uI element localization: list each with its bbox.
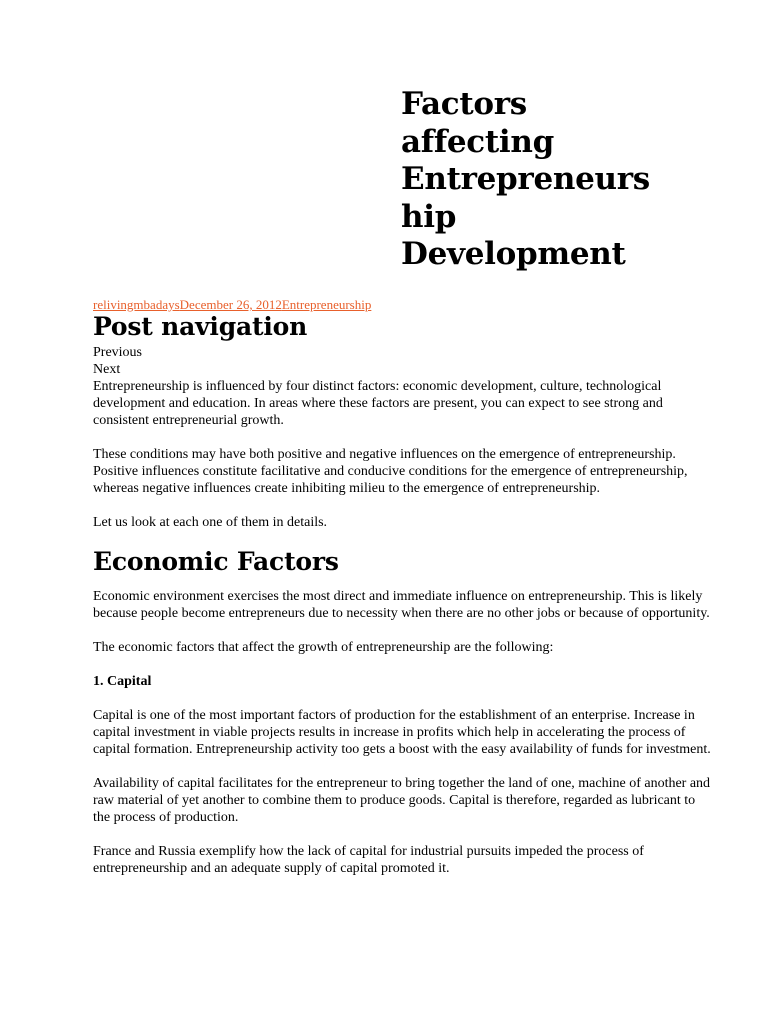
intro-paragraph: These conditions may have both positive and negative influences on the emergence of entrepreneurship. Positive influences constitute facilitative and conducive conditions for the emergence of entrepreneurship, whereas negative influences create inhibiting milieu to the emergence of entrepreneurship. — [93, 447, 688, 496]
title-line: Entrepreneurs — [401, 161, 650, 197]
economic-paragraph: Economic environment exercises the most direct and immediate influence on entrepreneurship. This is likely because people become entrepreneurs due to necessity when there are no other jobs or because of opportunity. — [93, 589, 710, 621]
title-line: Development — [401, 236, 626, 272]
intro-paragraph: Entrepreneurship is influenced by four distinct factors: economic development, culture, technological development and education. In areas where these factors are present, you can expect to see strong and consistent entrepreneurial growth. — [93, 379, 663, 428]
article-content — [93, 310, 713, 877]
previous-link[interactable]: Previous — [93, 345, 142, 360]
intro-paragraph: Let us look at each one of them in details. — [93, 515, 328, 530]
capital-heading: 1. Capital — [93, 674, 152, 689]
economic-paragraph: The economic factors that affect the growth of entrepreneurship are the following: — [93, 640, 554, 655]
post-navigation-heading: Post navigation — [93, 312, 308, 341]
page-title — [401, 86, 701, 274]
capital-paragraph: Capital is one of the most important factors of production for the establishment of an enterprise. Increase in capital investment in viable projects results in increase in profits which help in accelerating the process of capital formation. Entrepreneurship activity too gets a boost with the easy availability of funds for investment. — [93, 708, 711, 757]
economic-factors-heading: Economic Factors — [93, 547, 339, 576]
capital-paragraph: France and Russia exemplify how the lack of capital for industrial pursuits impeded the process of entrepreneurship and an adequate supply of capital promoted it. — [93, 844, 644, 876]
title-line: affecting — [401, 123, 554, 160]
next-link[interactable]: Next — [93, 362, 121, 377]
title-line: hip — [401, 198, 457, 235]
capital-paragraph: Availability of capital facilitates for the entrepreneur to bring together the land of one, machine of another and raw material of yet another to combine them to produce goods. Capital is therefore, regarded as lubricant to the process of production. — [93, 776, 711, 825]
date-link[interactable]: December 26, 2012 — [179, 297, 282, 312]
author-link[interactable]: relivingmbadays — [93, 297, 180, 312]
title-line: Factors — [401, 86, 527, 122]
category-link[interactable]: Entrepreneurship — [281, 297, 372, 312]
